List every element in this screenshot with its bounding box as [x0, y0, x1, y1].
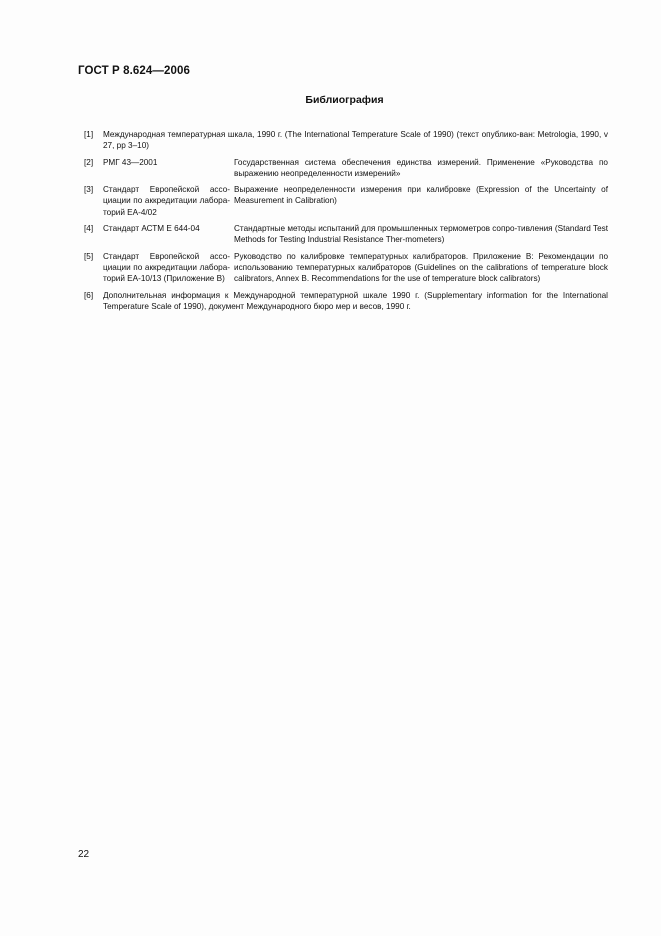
- entry-number: [4]: [84, 224, 94, 234]
- entry-number: [6]: [84, 290, 94, 300]
- entry-number: [3]: [84, 185, 94, 195]
- entry-number: [1]: [84, 130, 94, 139]
- entry-number: [5]: [84, 251, 94, 261]
- entry-number: [2]: [84, 157, 94, 167]
- entry-text: Руководство по калибровке температурных калибраторов. Приложение В: Рекомендации по использованию температурных калибраторов (Guidelines on the calibrations of temperature block calibrators, Annex B. Recommendations for the use of temperature block calibrators): [234, 251, 608, 284]
- bibliography-title: Библиография: [305, 94, 384, 106]
- bibliography-entry: [84, 129, 608, 152]
- entry-source: Стандарт АСТМ Е 644-04: [103, 224, 200, 234]
- entry-source: РМГ 43—2001: [103, 157, 158, 167]
- entry-text: Дополнительная информация к Международной температурной шкале 1990 г. (Supplementary information for the International Temperature Scale of 1990), документ Международного бюро мер и весов, 1990 г.: [103, 290, 608, 311]
- document-id: ГОСТ Р 8.624—2006: [78, 65, 190, 77]
- bibliography-entry: [84, 184, 608, 218]
- entry-text: Стандартные методы испытаний для промышленных термометров сопро-тивления (Standard Test Methods for Testing Industrial Resistance Ther-mometers): [234, 224, 608, 245]
- page-number: 22: [78, 849, 90, 860]
- bibliography-entry: [84, 290, 608, 313]
- bibliography-list: [84, 129, 608, 317]
- entry-text: Международная температурная шкала, 1990 г. (The International Temperature Scale of 1990) (текст опублико-ван: Metrologia, 1990, v 27, pp 3–10): [103, 130, 608, 151]
- entry-source: Стандарт Европейской ассо-циации по аккредитации лабора-торий EA-10/13 (Приложение В): [103, 251, 230, 284]
- entry-text: Выражение неопределенности измерения при калибровке (Expression of the Uncertainty of Measurement in Calibration): [234, 185, 608, 206]
- bibliography-entry: [84, 223, 608, 246]
- bibliography-entry: [84, 157, 608, 180]
- bibliography-entry: [84, 251, 608, 285]
- entry-source: Стандарт Европейской ассо-циации по аккредитации лабора-торий EA-4/02: [103, 185, 230, 217]
- entry-text: Государственная система обеспечения единства измерений. Применение «Руководства по выражению неопределенности измерений»: [234, 157, 608, 178]
